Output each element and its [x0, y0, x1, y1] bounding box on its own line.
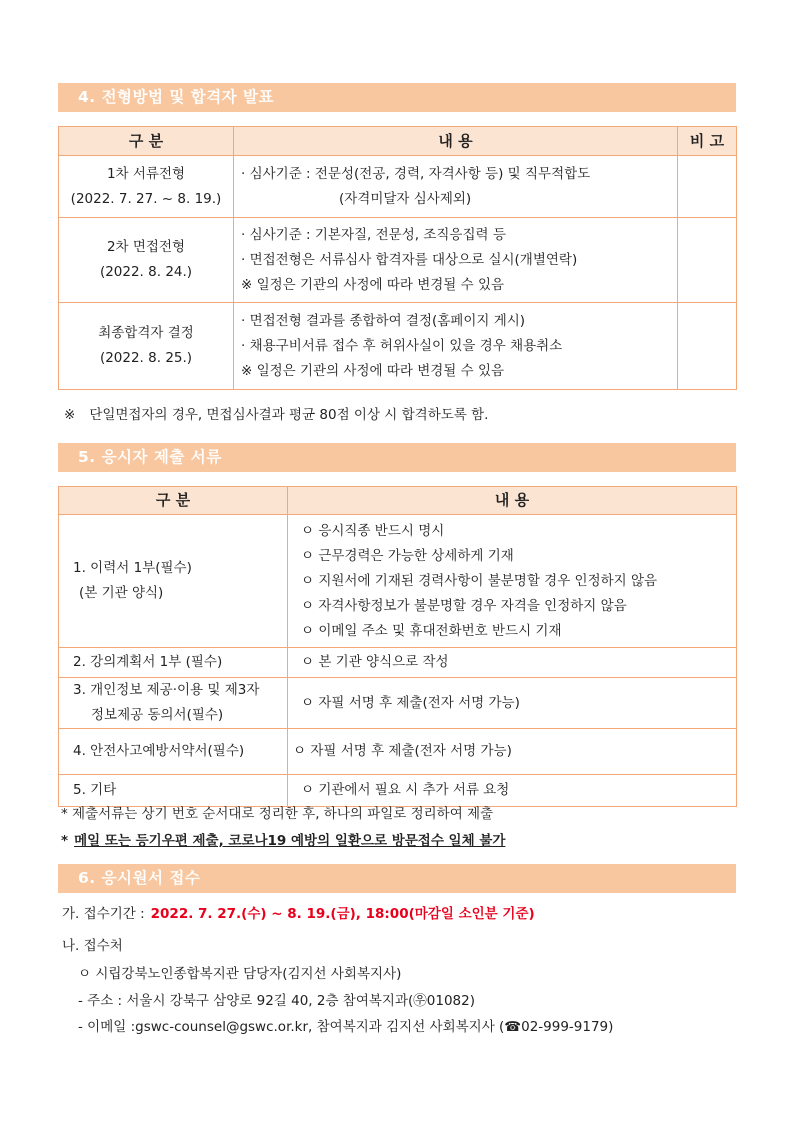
- row-content: ㅇ 자필 서명 후 제출(전자 서명 가능): [288, 678, 737, 729]
- section-5-note-2: * 메일 또는 등기우편 제출, 코로나19 예방의 일환으로 방문접수 일체 불가: [61, 833, 506, 849]
- row-category: 2. 강의계획서 1부 (필수): [59, 648, 288, 678]
- row-content: · 면접전형 결과를 종합하여 결정(홈페이지 게시) · 채용구비서류 접수 후 허위사실이 있을 경우 채용취소 ※ 일정은 기관의 사정에 따라 변경될 수 있음: [234, 303, 678, 390]
- row-category: 1차 서류전형 (2022. 7. 27. ~ 8. 19.): [59, 156, 234, 218]
- row-category: 1. 이력서 1부(필수) (본 기관 양식): [59, 515, 288, 648]
- header-content: 내 용: [234, 127, 678, 156]
- header-category: 구 분: [59, 127, 234, 156]
- application-place-label: 나. 접수처: [62, 938, 123, 954]
- row-note: [678, 156, 737, 218]
- documents-table: [58, 486, 737, 807]
- table-row: [59, 678, 737, 729]
- row-category: 3. 개인정보 제공·이용 및 제3자 정보제공 동의서(필수): [59, 678, 288, 729]
- header-note: 비 고: [678, 127, 737, 156]
- table-row: [59, 648, 737, 678]
- row-note: [678, 218, 737, 303]
- table-row: [59, 218, 737, 303]
- table-row: [59, 303, 737, 390]
- contact-person: ㅇ 시립강북노인종합복지관 담당자(김지선 사회복지사): [78, 966, 402, 982]
- row-category: 최종합격자 결정 (2022. 8. 25.): [59, 303, 234, 390]
- row-category: 2차 면접전형 (2022. 8. 24.): [59, 218, 234, 303]
- row-content: · 심사기준 : 전문성(전공, 경력, 자격사항 등) 및 직무적합도 (자격미달자 심사제외): [234, 156, 678, 218]
- header-content: 내 용: [288, 487, 737, 515]
- row-content: ㅇ 기관에서 필요 시 추가 서류 요청: [288, 775, 737, 807]
- row-content: ㅇ 자필 서명 후 제출(전자 서명 가능): [288, 729, 737, 775]
- section-4-header: 4. 전형방법 및 합격자 발표: [58, 83, 736, 112]
- row-content: ㅇ 응시직종 반드시 명시 ㅇ 근무경력은 가능한 상세하게 기재 ㅇ 지원서에 기재된 경력사항이 불분명할 경우 인정하지 않음 ㅇ 자격사항정보가 불분명할 경우 자격을 인정하지 않음 ㅇ 이메일 주소 및 휴대전화번호 반드시 기재: [288, 515, 737, 648]
- row-category: 5. 기타: [59, 775, 288, 807]
- table-row: [59, 515, 737, 648]
- selection-table: [58, 126, 737, 390]
- row-content: · 심사기준 : 기본자질, 전문성, 조직응집력 등 · 면접전형은 서류심사 합격자를 대상으로 실시(개별연락) ※ 일정은 기관의 사정에 따라 변경될 수 있음: [234, 218, 678, 303]
- section-5-note-1: * 제출서류는 상기 번호 순서대로 정리한 후, 하나의 파일로 정리하여 제출: [61, 806, 494, 822]
- row-content: ㅇ 본 기관 양식으로 작성: [288, 648, 737, 678]
- table-row: [59, 156, 737, 218]
- application-period: 가. 접수기간 : 2022. 7. 27.(수) ~ 8. 19.(금), 18:00(마감일 소인분 기준): [62, 906, 535, 922]
- contact-email: - 이메일 :gswc-counsel@gswc.or.kr, 참여복지과 김지선 사회복지사 (☎02-999-9179): [78, 1019, 614, 1035]
- row-category: 4. 안전사고예방서약서(필수): [59, 729, 288, 775]
- contact-address: - 주소 : 서울시 강북구 삼양로 92길 40, 2층 참여복지과(㉾01082): [78, 993, 475, 1009]
- row-note: [678, 303, 737, 390]
- section-5-header: 5. 응시자 제출 서류: [58, 443, 736, 472]
- header-category: 구 분: [59, 487, 288, 515]
- table-row: [59, 729, 737, 775]
- section-6-header: 6. 응시원서 접수: [58, 864, 736, 893]
- section-4-footnote: ※ 단일면접자의 경우, 면접심사결과 평균 80점 이상 시 합격하도록 함.: [64, 407, 489, 423]
